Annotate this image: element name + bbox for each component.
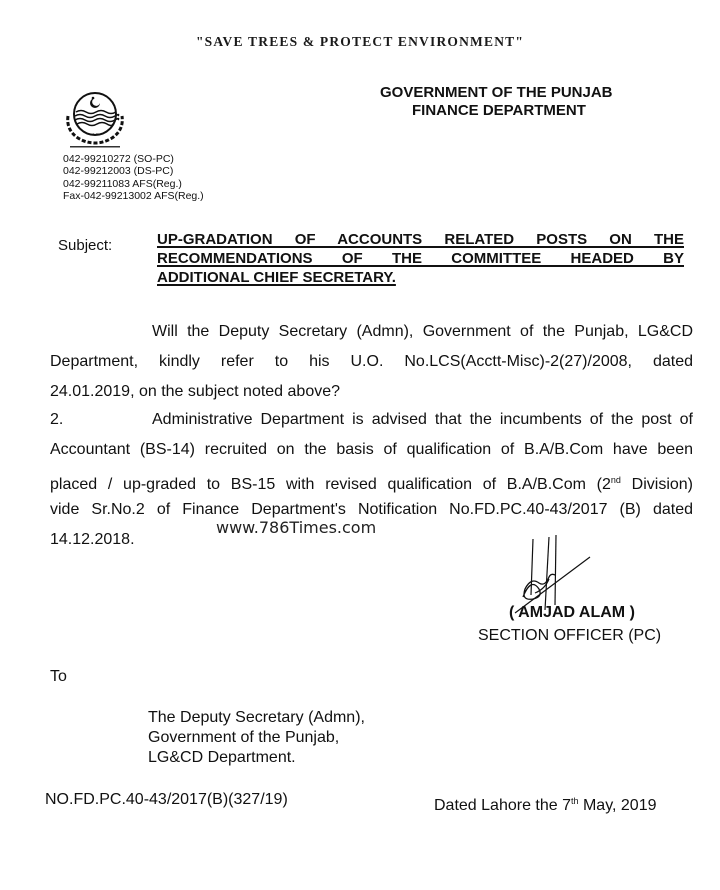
date-text: Dated Lahore the 7 [434, 797, 571, 814]
ordinal-suffix: nd [610, 475, 621, 485]
address-line: LG&CD Department. [148, 749, 296, 766]
signatory-title: SECTION OFFICER (PC) [478, 627, 662, 644]
contact-line: 042-99212003 (DS-PC) [63, 165, 174, 178]
contact-line: 042-99210272 (SO-PC) [63, 153, 174, 165]
date-text: May, 2019 [578, 797, 657, 814]
svg-text:ـــ ـ ـ: ـــ ـ ـ [89, 130, 101, 136]
department-header [380, 84, 613, 120]
paragraph-text: placed / up-graded to BS-15 with revised qualification of B.A/B.Com (2 [50, 476, 611, 493]
watermark-link[interactable]: www.786Times.com [216, 518, 377, 537]
paragraph-line: 24.01.2019, on the subject noted above? [50, 383, 341, 400]
paragraph-line [50, 405, 693, 435]
contact-line: 042-99211083 AFS(Reg.) [63, 177, 182, 190]
paragraph-text: Administrative Department is advised that the incumbents of the post of [152, 411, 693, 428]
paragraph-text: Division) [620, 476, 693, 493]
subject-label: Subject: [58, 237, 113, 254]
paragraph-line: vide Sr.No.2 of Finance Department's Notification No.FD.PC.40-43/2017 (B) dated [50, 501, 693, 518]
address-line: The Deputy Secretary (Admn), [148, 709, 365, 726]
signature-icon [505, 535, 595, 615]
paragraph-number: 2. [50, 411, 64, 428]
recipient-address [148, 708, 365, 768]
ordinal-suffix: th [571, 796, 579, 806]
header-line-department: FINANCE DEPARTMENT [412, 102, 586, 119]
address-line: Government of the Punjab, [148, 729, 340, 746]
paragraph-line: 14.12.2018. [50, 531, 135, 548]
motto-banner: "SAVE TREES & PROTECT ENVIRONMENT" [195, 34, 525, 49]
paragraph-1 [50, 317, 693, 407]
to-label: To [50, 668, 67, 685]
subject-line: ADDITIONAL CHIEF SECRETARY. [157, 269, 396, 286]
paragraph-line [50, 465, 693, 495]
paragraph-line: Will the Deputy Secretary (Admn), Government of the Punjab, LG&CD [152, 323, 693, 340]
header-line-government: GOVERNMENT OF THE PUNJAB [380, 84, 613, 101]
contact-numbers [63, 153, 204, 203]
reference-number: NO.FD.PC.40-43/2017(B)(327/19) [45, 791, 288, 808]
punjab-government-emblem-icon [62, 86, 128, 152]
date-line [434, 796, 656, 815]
contact-line: Fax-042-99213002 AFS(Reg.) [63, 190, 204, 203]
paragraph-line: Department, kindly refer to his U.O. No.LCS(Acctt-Misc)-2(27)/2008, dated [50, 353, 693, 370]
subject-line: UP-GRADATION OF ACCOUNTS RELATED POSTS ON THE [157, 231, 684, 248]
subject-line: RECOMMENDATIONS OF THE COMMITTEE HEADED BY [157, 250, 684, 267]
paragraph-line: Accountant (BS-14) recruited on the basis of qualification of B.A/B.Com have been [50, 441, 693, 458]
subject-text [157, 230, 684, 287]
signatory-name: ( AMJAD ALAM ) [509, 604, 635, 621]
